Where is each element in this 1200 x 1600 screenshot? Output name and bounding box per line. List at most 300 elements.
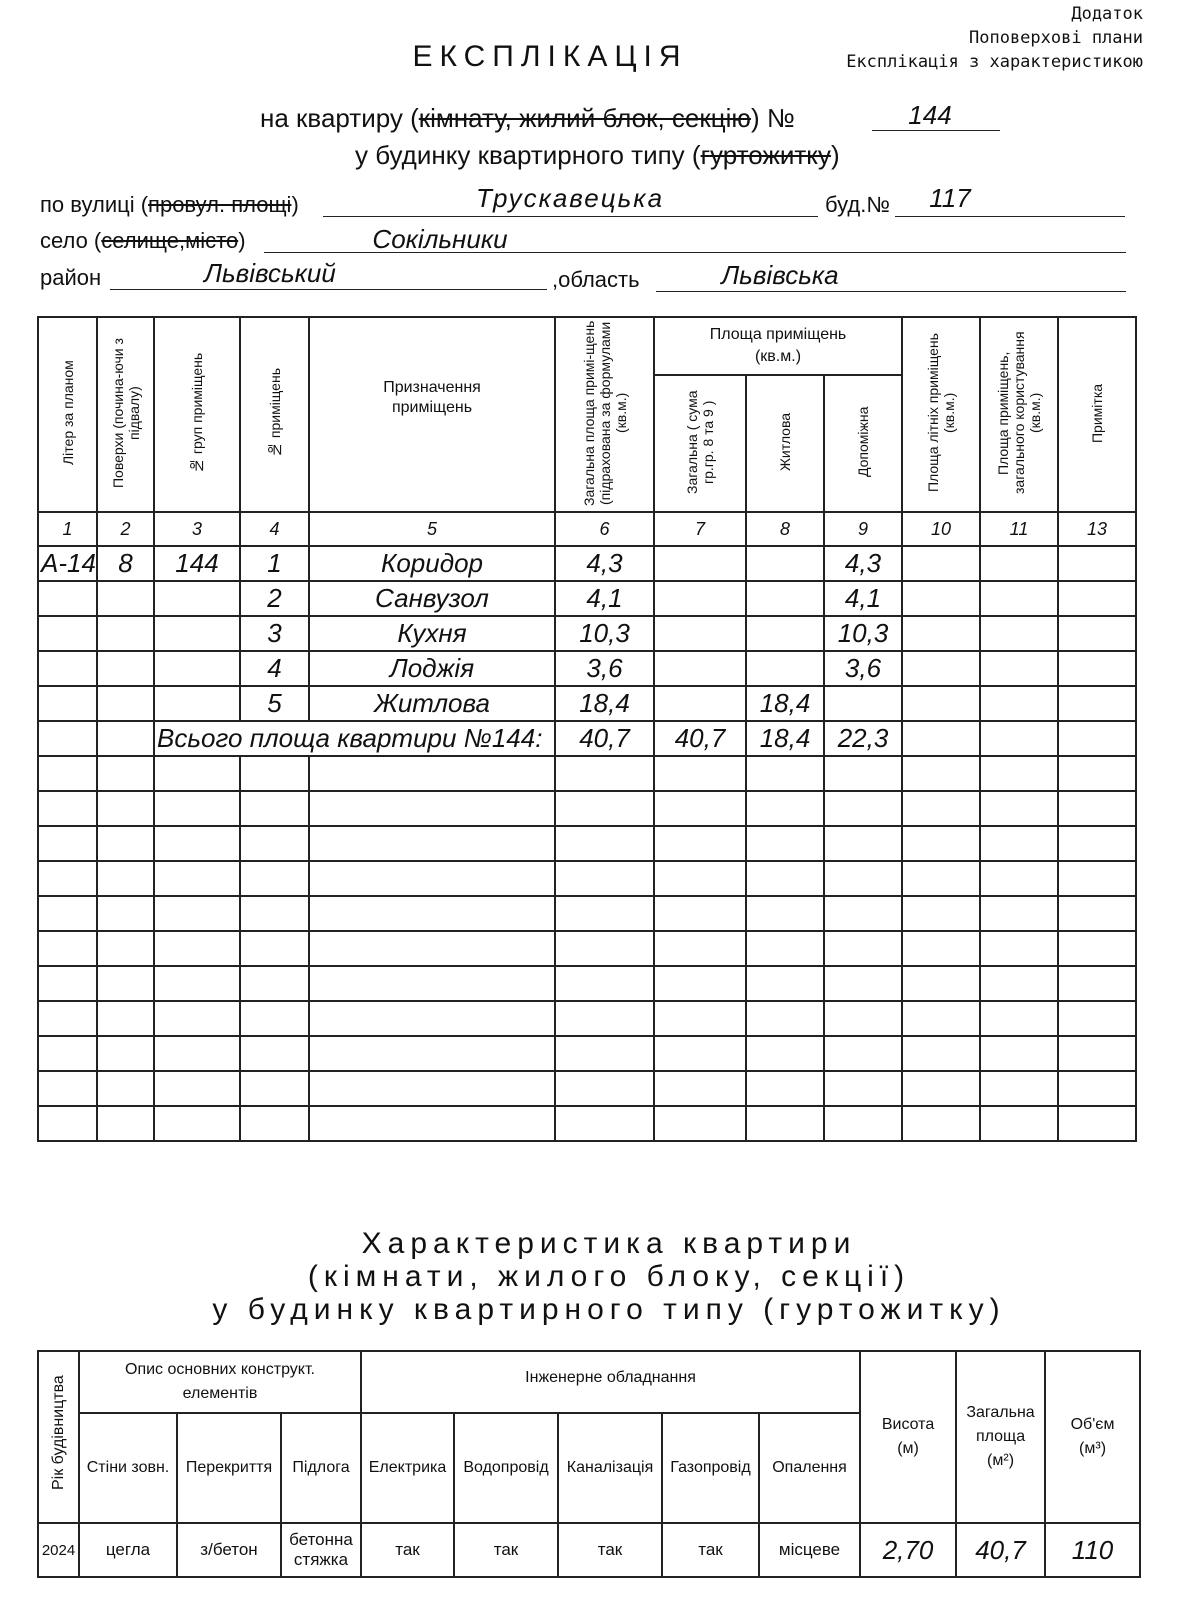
- empty-cell: [154, 861, 240, 896]
- empty-cell: [1058, 1106, 1136, 1141]
- empty-cell: [902, 1001, 980, 1036]
- header-purpose-text: Призначення приміщень: [383, 379, 481, 416]
- header-volume: [1045, 1351, 1140, 1523]
- district-line: [110, 289, 547, 290]
- empty-cell: [902, 861, 980, 896]
- header-constr-group-text: Опис основних конструкт. елементів: [125, 1361, 315, 1402]
- cell-aux: 10,3: [824, 616, 902, 651]
- header-total-area-text: Загальна площа примі-щень (підрахована за формулами (кв.м.): [580, 320, 629, 506]
- empty-cell: [240, 966, 309, 1001]
- empty-cell: [654, 756, 746, 791]
- empty-cell: [824, 791, 902, 826]
- header-area-total: [654, 375, 746, 512]
- empty-cell: [746, 1106, 824, 1141]
- header-floors-ceil: Перекриття: [177, 1413, 281, 1523]
- empty-cell: [902, 931, 980, 966]
- subtitle-line-1: [260, 103, 795, 134]
- cell-floor: 8: [97, 546, 154, 581]
- cell-living: [746, 651, 824, 686]
- empty-cell: [97, 1036, 154, 1071]
- cell-liter: [38, 651, 97, 686]
- empty-cell: [240, 791, 309, 826]
- cell-summer: [902, 686, 980, 721]
- empty-cell: [1058, 861, 1136, 896]
- cell-living: [746, 616, 824, 651]
- empty-cell: [980, 826, 1058, 861]
- empty-cell: [555, 861, 654, 896]
- empty-cell: [38, 931, 97, 966]
- empty-cell: [654, 1071, 746, 1106]
- header-note-text: Примітка: [1089, 383, 1106, 443]
- cell-purpose: Житлова: [309, 686, 555, 721]
- empty-cell: [654, 966, 746, 1001]
- column-number: 4: [240, 512, 309, 546]
- column-number: 8: [746, 512, 824, 546]
- summary-row: [38, 721, 1136, 756]
- cell-summer: [902, 546, 980, 581]
- empty-cell: [1058, 966, 1136, 1001]
- empty-cell: [38, 1106, 97, 1141]
- empty-row: [38, 861, 1136, 896]
- empty-row: [38, 756, 1136, 791]
- empty-cell: [824, 896, 902, 931]
- cell-common: [980, 651, 1058, 686]
- empty-cell: [1058, 1036, 1136, 1071]
- street-value: Трускавецька: [475, 183, 665, 213]
- empty-cell: [824, 826, 902, 861]
- building-line: [895, 216, 1125, 217]
- cell-common: [980, 581, 1058, 616]
- empty-cell: [746, 896, 824, 931]
- village-value: Сокільники: [372, 224, 508, 254]
- value-floor: бетонна стяжка: [281, 1523, 361, 1577]
- summary-empty: [38, 721, 97, 756]
- column-number: 6: [555, 512, 654, 546]
- header-floor-text: Поверхи (почина-ючи з підвалу): [109, 338, 142, 488]
- empty-cell: [97, 1001, 154, 1036]
- empty-cell: [154, 896, 240, 931]
- empty-cell: [1058, 756, 1136, 791]
- empty-row: [38, 931, 1136, 966]
- cell-living: [746, 546, 824, 581]
- header-room-no: [240, 317, 309, 512]
- column-numbers-row: [38, 512, 1136, 546]
- street-line: [323, 216, 818, 217]
- value-volume: 110: [1045, 1523, 1140, 1577]
- value-floors-ceil: з/бетон: [177, 1523, 281, 1577]
- empty-cell: [824, 756, 902, 791]
- cell-total: [654, 686, 746, 721]
- empty-cell: [654, 1106, 746, 1141]
- summary-empty: [980, 721, 1058, 756]
- empty-cell: [97, 1106, 154, 1141]
- empty-cell: [980, 1106, 1058, 1141]
- empty-cell: [980, 791, 1058, 826]
- empty-cell: [240, 1106, 309, 1141]
- empty-cell: [97, 896, 154, 931]
- cell-summer: [902, 616, 980, 651]
- header-floor: Підлога: [281, 1413, 361, 1523]
- cell-note: [1058, 651, 1136, 686]
- header-area-living-text: Житлова: [777, 413, 793, 472]
- cell-aux: [824, 686, 902, 721]
- summary-empty: [902, 721, 980, 756]
- header-year-text: Рік будівництва: [49, 1375, 67, 1491]
- page-title: ЕКСПЛІКАЦІЯ: [412, 40, 688, 73]
- empty-cell: [654, 791, 746, 826]
- header-electric: Електрика: [361, 1413, 454, 1523]
- header-total-area-chars-text: Загальна площа (м²): [966, 1404, 1035, 1469]
- empty-row: [38, 966, 1136, 1001]
- empty-cell: [309, 826, 555, 861]
- empty-cell: [555, 1071, 654, 1106]
- empty-cell: [746, 966, 824, 1001]
- value-total-area: 40,7: [956, 1523, 1045, 1577]
- empty-cell: [38, 896, 97, 931]
- empty-cell: [746, 931, 824, 966]
- header-purpose: [309, 317, 555, 512]
- header-common-text: Площа приміщень, загального користування (кв.м.): [995, 331, 1044, 495]
- village-label-prefix: село (: [40, 228, 102, 253]
- empty-cell: [555, 966, 654, 1001]
- region-label: ,область: [552, 267, 640, 292]
- cell-area: 10,3: [555, 616, 654, 651]
- empty-cell: [38, 1001, 97, 1036]
- empty-cell: [654, 826, 746, 861]
- empty-cell: [240, 861, 309, 896]
- empty-cell: [824, 1106, 902, 1141]
- cell-area: 4,1: [555, 581, 654, 616]
- empty-cell: [555, 931, 654, 966]
- empty-cell: [309, 861, 555, 896]
- empty-cell: [309, 791, 555, 826]
- header-area-group: [654, 317, 902, 375]
- cell-purpose: Кухня: [309, 616, 555, 651]
- empty-cell: [555, 756, 654, 791]
- empty-cell: [154, 756, 240, 791]
- empty-cell: [309, 1106, 555, 1141]
- district-value: Львівський: [204, 258, 336, 288]
- empty-cell: [1058, 826, 1136, 861]
- cell-aux: 4,1: [824, 581, 902, 616]
- empty-row: [38, 791, 1136, 826]
- empty-cell: [38, 861, 97, 896]
- empty-row: [38, 896, 1136, 931]
- summary-empty: [97, 721, 154, 756]
- empty-cell: [309, 756, 555, 791]
- cell-area: 18,4: [555, 686, 654, 721]
- empty-cell: [97, 791, 154, 826]
- column-number: 11: [980, 512, 1058, 546]
- empty-cell: [1058, 791, 1136, 826]
- summary-total: 40,7: [654, 721, 746, 756]
- appendix-line: Додаток: [1071, 4, 1143, 24]
- empty-cell: [309, 1071, 555, 1106]
- header-height-text: Висота (м): [881, 1416, 935, 1457]
- empty-cell: [154, 1001, 240, 1036]
- value-water: так: [454, 1523, 558, 1577]
- characteristics-title-line: (кімнати, жилого блоку, секції): [307, 1260, 911, 1293]
- empty-cell: [902, 826, 980, 861]
- value-electric: так: [361, 1523, 454, 1577]
- column-number: 1: [38, 512, 97, 546]
- street-label-struck: провул. площі: [148, 192, 292, 217]
- header-total-area-chars: [956, 1351, 1045, 1523]
- empty-cell: [154, 966, 240, 1001]
- empty-cell: [555, 1036, 654, 1071]
- cell-area: 4,3: [555, 546, 654, 581]
- cell-living: 18,4: [746, 686, 824, 721]
- cell-note: [1058, 686, 1136, 721]
- empty-cell: [154, 1106, 240, 1141]
- empty-cell: [154, 931, 240, 966]
- table-row: [38, 651, 1136, 686]
- empty-cell: [97, 931, 154, 966]
- empty-cell: [980, 1001, 1058, 1036]
- cell-common: [980, 686, 1058, 721]
- cell-purpose: Лоджія: [309, 651, 555, 686]
- empty-cell: [746, 1071, 824, 1106]
- empty-cell: [980, 931, 1058, 966]
- street-label: [40, 192, 299, 218]
- empty-cell: [240, 756, 309, 791]
- subtitle-line2-struck: гуртожитку: [700, 140, 831, 170]
- empty-cell: [309, 966, 555, 1001]
- empty-cell: [38, 791, 97, 826]
- empty-cell: [746, 791, 824, 826]
- cell-area: 3,6: [555, 651, 654, 686]
- empty-cell: [824, 861, 902, 896]
- empty-cell: [902, 756, 980, 791]
- characteristics-title-line: у будинку квартирного типу (гуртожитку): [212, 1293, 1006, 1326]
- header-sewer: Каналізація: [558, 1413, 662, 1523]
- empty-cell: [902, 966, 980, 1001]
- empty-row: [38, 826, 1136, 861]
- cell-room-no: 2: [240, 581, 309, 616]
- street-label-prefix: по вулиці (: [40, 192, 149, 217]
- empty-cell: [97, 861, 154, 896]
- cell-group: [154, 581, 240, 616]
- subtitle-suffix: ) №: [750, 103, 795, 133]
- appendix-line: Поповерхові плани: [969, 28, 1143, 48]
- village-label-suffix: ): [238, 228, 246, 253]
- empty-row: [38, 1001, 1136, 1036]
- cell-group: 144: [154, 546, 240, 581]
- empty-cell: [746, 1036, 824, 1071]
- cell-aux: 3,6: [824, 651, 902, 686]
- empty-cell: [1058, 896, 1136, 931]
- table-row: [38, 581, 1136, 616]
- cell-liter: [38, 581, 97, 616]
- column-number: 3: [154, 512, 240, 546]
- empty-cell: [97, 1071, 154, 1106]
- header-heating: Опалення: [759, 1413, 860, 1523]
- empty-cell: [555, 826, 654, 861]
- cell-common: [980, 616, 1058, 651]
- cell-total: [654, 651, 746, 686]
- empty-cell: [97, 966, 154, 1001]
- cell-room-no: 4: [240, 651, 309, 686]
- empty-cell: [654, 1036, 746, 1071]
- empty-cell: [154, 1071, 240, 1106]
- column-number: 7: [654, 512, 746, 546]
- cell-total: [654, 546, 746, 581]
- empty-cell: [746, 861, 824, 896]
- empty-cell: [654, 896, 746, 931]
- value-walls: цегла: [79, 1523, 177, 1577]
- empty-cell: [154, 1036, 240, 1071]
- empty-cell: [654, 861, 746, 896]
- village-label: [40, 228, 246, 254]
- empty-cell: [980, 1071, 1058, 1106]
- empty-cell: [902, 1106, 980, 1141]
- header-group: [154, 317, 240, 512]
- cell-total: [654, 616, 746, 651]
- empty-cell: [38, 966, 97, 1001]
- empty-row: [38, 1071, 1136, 1106]
- header-constr-group: [79, 1351, 361, 1413]
- column-number: 13: [1058, 512, 1136, 546]
- empty-cell: [154, 791, 240, 826]
- empty-cell: [902, 791, 980, 826]
- empty-cell: [555, 1001, 654, 1036]
- cell-aux: 4,3: [824, 546, 902, 581]
- empty-cell: [746, 1001, 824, 1036]
- value-sewer: так: [558, 1523, 662, 1577]
- header-note: [1058, 317, 1136, 512]
- empty-cell: [309, 896, 555, 931]
- empty-cell: [240, 896, 309, 931]
- cell-common: [980, 546, 1058, 581]
- empty-cell: [902, 1036, 980, 1071]
- value-heating: місцеве: [759, 1523, 860, 1577]
- village-label-struck: селище,місто: [101, 228, 239, 253]
- header-volume-text: Об'єм (м³): [1070, 1416, 1115, 1457]
- table-row: [38, 546, 1136, 581]
- header-year: [38, 1351, 79, 1523]
- region-line: [656, 291, 1126, 292]
- empty-cell: [240, 1001, 309, 1036]
- empty-cell: [38, 1071, 97, 1106]
- empty-cell: [240, 1071, 309, 1106]
- header-common: [980, 317, 1058, 512]
- header-liter: [38, 317, 97, 512]
- cell-purpose: Коридор: [309, 546, 555, 581]
- empty-cell: [980, 861, 1058, 896]
- empty-cell: [746, 756, 824, 791]
- cell-room-no: 1: [240, 546, 309, 581]
- cell-room-no: 3: [240, 616, 309, 651]
- empty-cell: [1058, 931, 1136, 966]
- empty-cell: [240, 931, 309, 966]
- header-eng-group: Інженерне обладнання: [361, 1351, 860, 1413]
- district-label: район: [40, 265, 102, 290]
- summary-label: Всього площа квартири №144:: [154, 721, 555, 756]
- header-total-area: [555, 317, 654, 512]
- empty-cell: [309, 1001, 555, 1036]
- subtitle-line-2: [355, 140, 840, 171]
- characteristics-values-row: [38, 1523, 1140, 1577]
- table-row: [38, 616, 1136, 651]
- empty-cell: [38, 1036, 97, 1071]
- cell-note: [1058, 616, 1136, 651]
- cell-note: [1058, 581, 1136, 616]
- column-number: 2: [97, 512, 154, 546]
- apartment-number: 144: [908, 100, 952, 130]
- empty-cell: [154, 826, 240, 861]
- empty-cell: [824, 931, 902, 966]
- cell-liter: [38, 616, 97, 651]
- empty-cell: [824, 1001, 902, 1036]
- cell-living: [746, 581, 824, 616]
- empty-cell: [980, 966, 1058, 1001]
- empty-cell: [38, 756, 97, 791]
- region-value: Львівська: [721, 260, 839, 290]
- header-area-total-text: Загальна ( сума гр.гр. 8 та 9 ): [684, 390, 716, 494]
- characteristics-title: [0, 1227, 1200, 1326]
- street-label-suffix: ): [291, 192, 299, 217]
- value-gas: так: [662, 1523, 759, 1577]
- value-height: 2,70: [860, 1523, 956, 1577]
- empty-cell: [309, 1036, 555, 1071]
- empty-cell: [654, 1001, 746, 1036]
- header-gas: Газопровід: [662, 1413, 759, 1523]
- header-area-living: [746, 375, 824, 512]
- empty-cell: [240, 826, 309, 861]
- subtitle-struck: кімнату, жилий блок, секцію: [418, 103, 751, 133]
- empty-cell: [555, 1106, 654, 1141]
- empty-cell: [240, 1036, 309, 1071]
- empty-cell: [555, 791, 654, 826]
- empty-cell: [824, 966, 902, 1001]
- header-water: Водопровід: [454, 1413, 558, 1523]
- empty-row: [38, 1036, 1136, 1071]
- column-number: 5: [309, 512, 555, 546]
- header-walls: Стіни зовн.: [79, 1413, 177, 1523]
- empty-cell: [1058, 1071, 1136, 1106]
- cell-room-no: 5: [240, 686, 309, 721]
- cell-liter: А-14: [38, 546, 97, 581]
- header-liter-text: Літер за планом: [59, 360, 76, 466]
- empty-cell: [902, 896, 980, 931]
- cell-total: [654, 581, 746, 616]
- summary-aux: 22,3: [824, 721, 902, 756]
- building-value: 117: [929, 183, 971, 213]
- subtitle-line2-suffix: ): [830, 140, 840, 170]
- empty-row: [38, 1106, 1136, 1141]
- cell-floor: [97, 581, 154, 616]
- appendix-line: Експлікація з характеристикою: [846, 52, 1143, 72]
- empty-cell: [97, 826, 154, 861]
- cell-floor: [97, 651, 154, 686]
- cell-liter: [38, 686, 97, 721]
- cell-summer: [902, 651, 980, 686]
- empty-cell: [555, 896, 654, 931]
- characteristics-table: [37, 1350, 1141, 1578]
- empty-cell: [746, 826, 824, 861]
- subtitle-line2-prefix: у будинку квартирного типу (: [355, 140, 701, 170]
- header-area-group-text: Площа приміщень (кв.м.): [709, 326, 847, 366]
- header-floor: [97, 317, 154, 512]
- summary-living: 18,4: [746, 721, 824, 756]
- empty-cell: [654, 931, 746, 966]
- cell-summer: [902, 581, 980, 616]
- value-year: 2024: [38, 1523, 79, 1577]
- header-summer-text: Площа літніх приміщень (кв.м.): [925, 333, 958, 493]
- subtitle-prefix: на квартиру (: [260, 103, 419, 133]
- cell-group: [154, 686, 240, 721]
- cell-group: [154, 616, 240, 651]
